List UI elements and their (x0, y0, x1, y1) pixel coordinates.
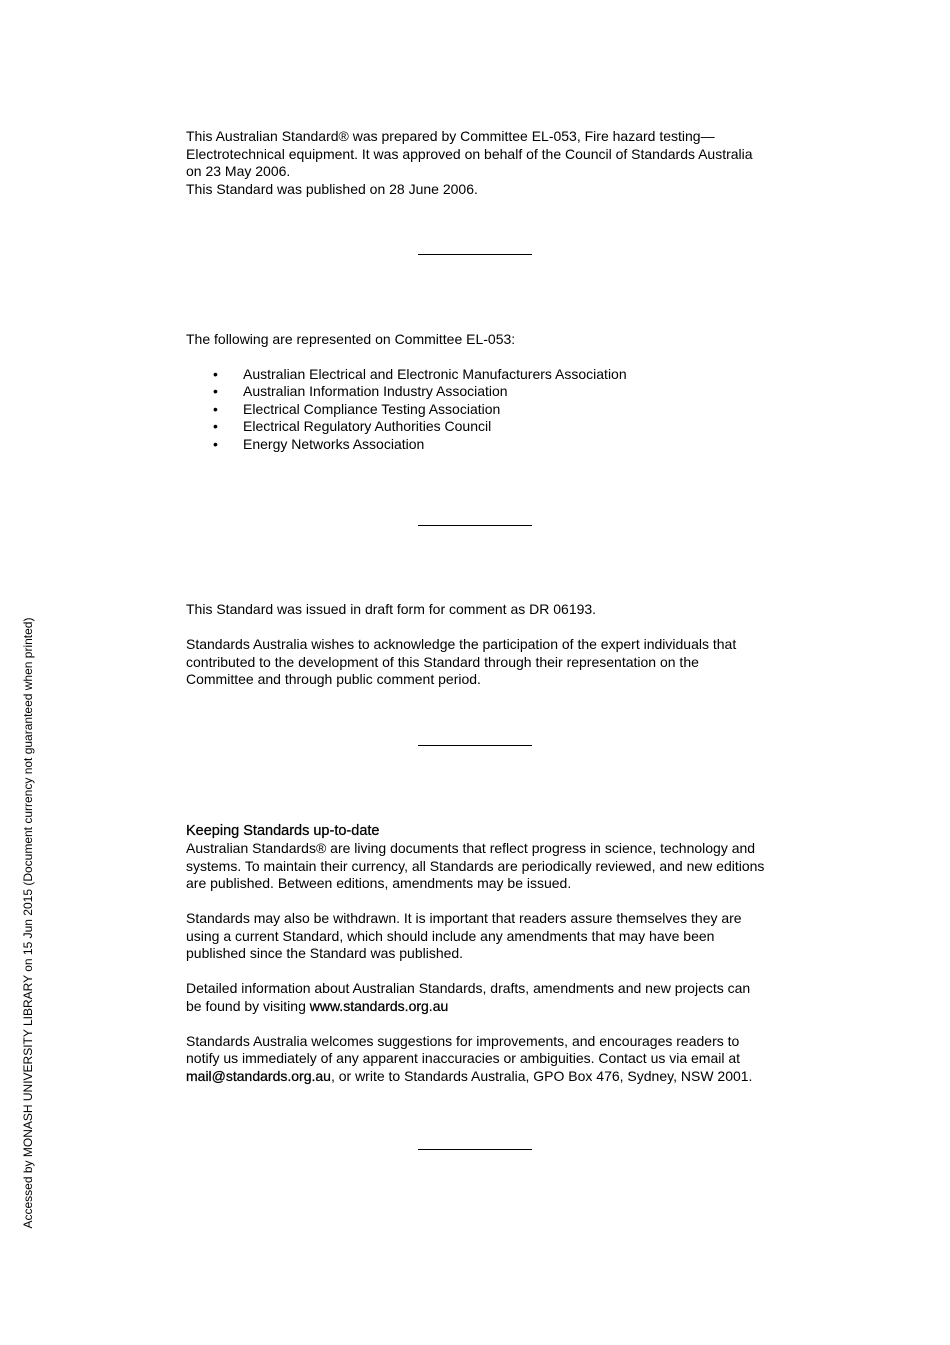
paragraph-line: Detailed information about Australian Standards, drafts, amendments and new projects can (186, 980, 751, 996)
paragraph-line: systems. To maintain their currency, all Standards are periodically reviewed, and new editions (186, 857, 765, 874)
paragraph-line: published since the Standard was published. (186, 945, 464, 961)
paragraph-line (186, 1068, 776, 1086)
list-item (186, 383, 776, 401)
approval-line: on 23 May 2006. (186, 163, 291, 179)
bullet-icon: • (213, 383, 218, 399)
keeping-standards-section (186, 822, 776, 1085)
paragraph-line: are published. Between editions, amendments may be issued. (186, 875, 572, 891)
member-name: Energy Networks Association (243, 435, 425, 452)
section-divider (418, 1149, 532, 1150)
section-divider (418, 525, 532, 526)
list-item (186, 366, 776, 384)
draft-section (186, 601, 776, 689)
bullet-icon: • (213, 365, 218, 382)
list-item (186, 418, 776, 436)
member-name: Electrical Compliance Testing Association (243, 400, 501, 417)
bullet-icon: • (213, 435, 218, 452)
approval-line: Electrotechnical equipment. It was approved on behalf of the Council of Standards Australia (186, 145, 753, 162)
paragraph-line: notify us immediately of any apparent inaccuracies or ambiguities. Contact us via email at (186, 1050, 741, 1066)
access-watermark: Accessed by MONASH UNIVERSITY LIBRARY on 15 Jun 2015 (Document currency not guaranteed when printed) (21, 617, 35, 1229)
publication-date-line: This Standard was published on 28 June 2006. (186, 180, 478, 197)
committee-section (186, 331, 776, 453)
paragraph-line: Standards may also be withdrawn. It is important that readers assure themselves they are (186, 910, 742, 926)
draft-statement: This Standard was issued in draft form for comment as DR 06193. (186, 601, 597, 617)
committee-members-list (186, 366, 776, 454)
acknowledgement-line: Standards Australia wishes to acknowledge the participation of the expert individuals that (186, 636, 737, 652)
member-name: Australian Information Industry Association (243, 383, 508, 399)
paragraph-line: using a current Standard, which should include any amendments that may have been (186, 927, 715, 944)
section-heading: Keeping Standards up-to-date (186, 823, 380, 839)
member-name: Australian Electrical and Electronic Manufacturers Association (243, 365, 627, 382)
list-item (186, 436, 776, 454)
bullet-icon: • (213, 418, 218, 434)
paragraph-line: Standards Australia welcomes suggestions for improvements, and encourages readers to (186, 1032, 740, 1049)
bullet-icon: • (213, 400, 218, 417)
section-divider (418, 745, 532, 746)
paragraph-line: Australian Standards® are living documents that reflect progress in science, technology and (186, 840, 756, 856)
member-name: Electrical Regulatory Authorities Council (243, 418, 492, 434)
acknowledgement-line: Committee and through public comment period. (186, 671, 481, 687)
email-link[interactable]: mail@standards.org.au (186, 1067, 331, 1084)
approval-line: This Australian Standard® was prepared by Committee EL-053, Fire hazard testing— (186, 128, 715, 144)
paragraph-text: , or write to Standards Australia, GPO Box 476, Sydney, NSW 2001. (330, 1067, 753, 1084)
paragraph-text: be found by visiting (186, 997, 310, 1014)
list-item (186, 401, 776, 419)
approval-statement (186, 128, 776, 198)
acknowledgement-line: contributed to the development of this Standard through their representation on the (186, 653, 699, 670)
paragraph-line (186, 998, 776, 1016)
section-divider (418, 254, 532, 255)
website-link[interactable]: www.standards.org.au (309, 997, 449, 1014)
committee-intro: The following are represented on Committee EL-053: (186, 331, 516, 347)
